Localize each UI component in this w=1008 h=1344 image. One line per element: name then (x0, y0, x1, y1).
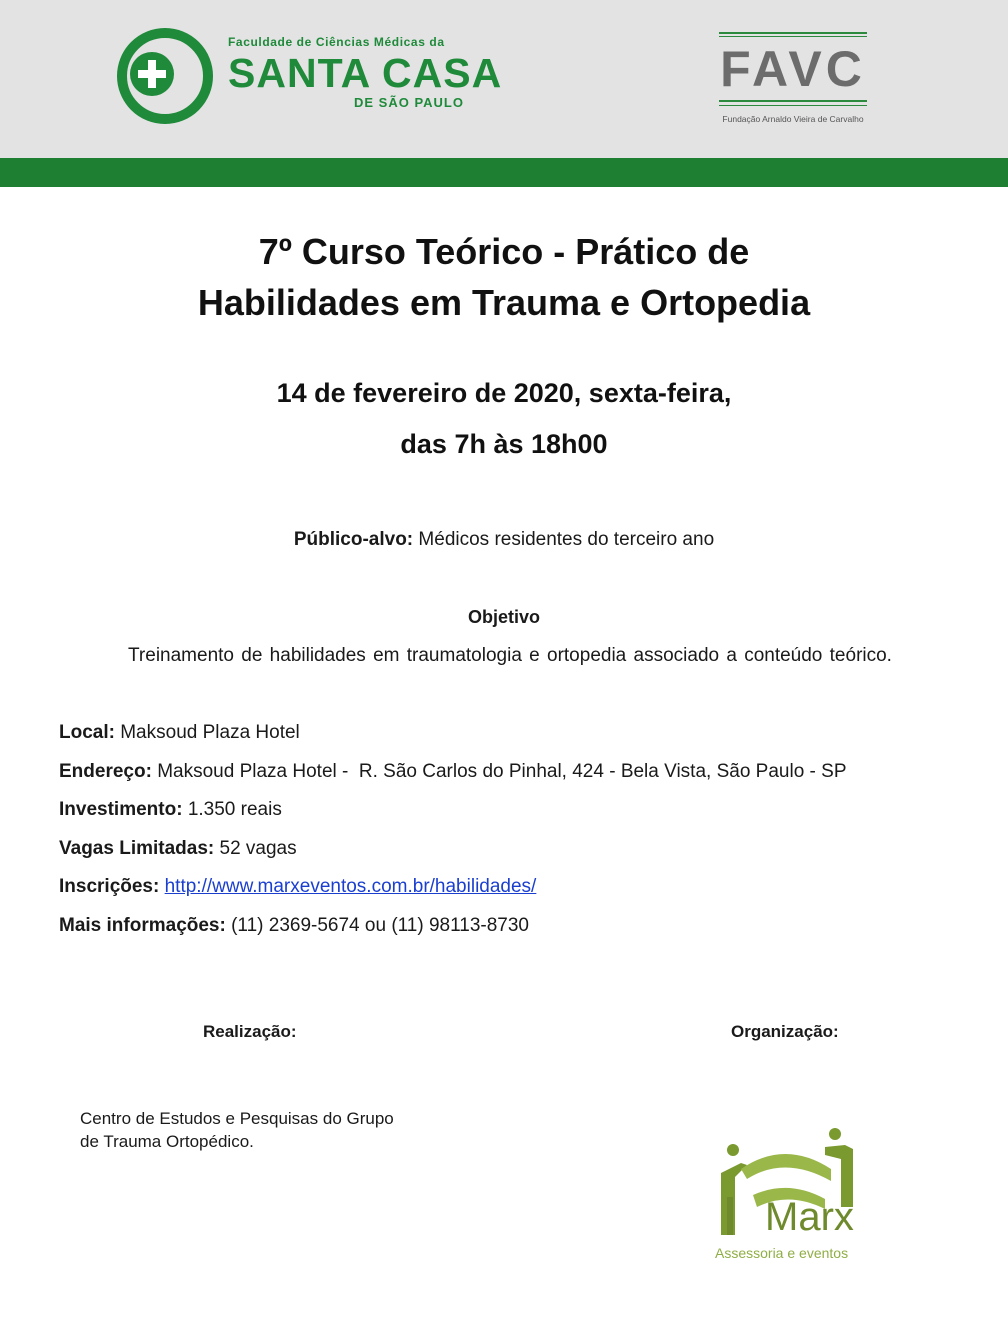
event-date (0, 368, 1008, 470)
detail-investment (59, 797, 979, 836)
organizacao-label: Organização: (731, 1022, 839, 1041)
info-value: (11) 2369-5674 ou (11) 98113-8730 (231, 914, 529, 936)
realizacao-label: Realização: (203, 1022, 297, 1041)
local-value: Maksoud Plaza Hotel (120, 722, 300, 743)
spots-value: 52 vagas (219, 837, 297, 859)
course-title-line2: Habilidades em Trauma e Ortopedia (197, 282, 811, 323)
course-title-line1: 7º Curso Teórico - Prático de (258, 231, 750, 272)
favc-subtitle: Fundação Arnaldo Vieira de Carvalho (722, 114, 864, 124)
favc-bottom-rule (719, 100, 867, 102)
event-date-line1: 14 de fevereiro de 2020, sexta-feira, (276, 378, 732, 408)
marx-logo (713, 1125, 883, 1265)
target-audience (0, 529, 1008, 551)
registration-label: Inscrições: (59, 876, 160, 897)
detail-registration (59, 874, 979, 913)
santa-casa-wordmark (228, 35, 502, 110)
audience-value: Médicos residentes do terceiro ano (418, 529, 715, 550)
favc-name: FAVC (720, 41, 866, 97)
address-value: Maksoud Plaza Hotel - R. São Carlos do Pinhal, 424 - Bela Vista, São Paulo - SP (157, 760, 847, 782)
santa-casa-logo (116, 27, 503, 127)
santa-casa-cross-icon (116, 27, 214, 125)
marx-subtitle: Assessoria e eventos (715, 1245, 849, 1261)
course-title (0, 226, 1008, 328)
green-divider-band (0, 158, 1008, 187)
santa-casa-line1: Faculdade de Ciências Médicas da (228, 35, 445, 49)
investment-value: 1.350 reais (187, 799, 282, 820)
event-time-line: das 7h às 18h00 (400, 429, 608, 459)
registration-link[interactable]: http://www.marxeventos.com.br/habilidades/ (164, 876, 537, 897)
santa-casa-line2: SANTA CASA (228, 50, 503, 96)
favc-bottom-rule-thin (719, 105, 867, 106)
event-details (59, 720, 979, 951)
organizer-name-line1: Centro de Estudos e Pesquisas do Grupo (80, 1109, 394, 1128)
detail-address (59, 759, 979, 798)
spots-label: Vagas Limitadas: (59, 837, 215, 859)
detail-local (59, 720, 979, 759)
detail-spots (59, 836, 979, 875)
objective-text: Treinamento de habilidades em traumatologia e ortopedia associado a conteúdo teórico. (128, 645, 892, 666)
organizer-name-line2: de Trauma Ortopédico. (80, 1132, 254, 1151)
audience-label: Público-alvo: (293, 529, 414, 550)
info-label: Mais informações: (59, 914, 226, 936)
favc-top-rule (719, 32, 867, 34)
favc-logo (719, 30, 869, 130)
organizer-name (80, 1107, 460, 1153)
detail-more-info (59, 913, 979, 952)
local-label: Local: (59, 722, 115, 743)
investment-label: Investimento: (59, 799, 183, 820)
favc-top-rule-thin (719, 36, 867, 37)
santa-casa-line3: DE SÃO PAULO (354, 95, 464, 110)
address-label: Endereço: (59, 760, 152, 782)
marx-name: Marx (765, 1195, 854, 1239)
objective-heading: Objetivo (467, 607, 540, 627)
